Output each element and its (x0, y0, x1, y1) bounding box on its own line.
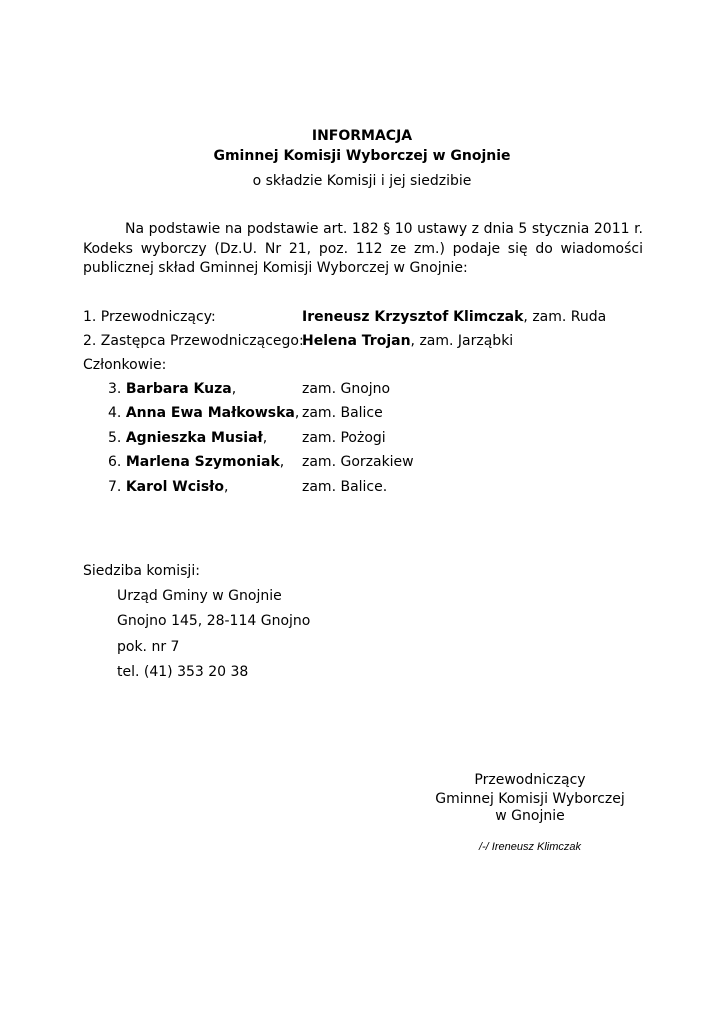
signature: /-/ Ireneusz Klimczak (478, 841, 582, 853)
member-address: zam. Gorzakiew (302, 454, 414, 470)
member-entry (108, 403, 299, 423)
member-suffix: , (279, 454, 285, 470)
member-suffix: , (294, 405, 300, 421)
member-name: Anna Ewa Małkowska (125, 405, 295, 421)
member-suffix: , (224, 479, 229, 495)
member-entry (108, 379, 236, 399)
vice-chair-entry (302, 331, 513, 351)
member-entry (108, 428, 267, 448)
member-number: 6. (108, 454, 126, 470)
members-label: Członkowie: (83, 357, 167, 373)
member-number: 4. (108, 405, 126, 421)
member-suffix: , (262, 430, 268, 446)
member-address: zam. Pożogi (302, 430, 386, 446)
seat-label: Siedziba komisji: (83, 563, 200, 579)
vice-chair-name: Helena Trojan (302, 333, 411, 349)
seat-address: Gnojno 145, 28-114 Gnojno (117, 613, 311, 629)
seat-phone: tel. (41) 353 20 38 (117, 664, 249, 680)
member-suffix: , (231, 381, 237, 397)
intro-paragraph: Na podstawie na podstawie art. 182 § 10 ustawy z dnia 5 stycznia 2011 r. Kodeks wyborczy (Dz.U. Nr 21, poz. 112 ze zm.) podaje się do wiadomości publicznej skład Gminnej Komisji Wyborczej w Gnojnie: (83, 221, 643, 276)
document-subtitle: o składzie Komisji i jej siedzibie (252, 173, 472, 189)
member-address: zam. Balice (302, 405, 383, 421)
member-name: Barbara Kuza (125, 381, 232, 397)
member-entry (108, 477, 228, 497)
member-name: Karol Wcisło (125, 479, 224, 495)
vice-chair-address: , zam. Jarząbki (410, 333, 514, 349)
chair-role: 1. Przewodniczący: (83, 309, 216, 325)
document-title: INFORMACJA (311, 128, 413, 144)
member-number: 5. (108, 430, 126, 446)
member-number: 3. (108, 381, 126, 397)
vice-chair-role: 2. Zastępca Przewodniczącego: (83, 333, 304, 349)
signatory-organization: Gminnej Komisji Wyborczej (435, 791, 625, 807)
member-address: zam. Gnojno (302, 381, 391, 397)
seat-room: pok. nr 7 (117, 639, 180, 655)
chair-name: Ireneusz Krzysztof Klimczak (302, 309, 524, 325)
member-name: Agnieszka Musiał (125, 430, 263, 446)
member-entry (108, 452, 284, 472)
signatory-location: w Gnojnie (495, 808, 565, 824)
member-number: 7. (108, 479, 126, 495)
organization-name: Gminnej Komisji Wyborczej w Gnojnie (213, 148, 511, 164)
seat-office: Urząd Gminy w Gnojnie (117, 588, 282, 604)
chair-entry (302, 307, 606, 327)
member-address: zam. Balice. (302, 479, 388, 495)
signatory-title: Przewodniczący (474, 772, 586, 788)
chair-address: , zam. Ruda (523, 309, 607, 325)
member-name: Marlena Szymoniak (125, 454, 280, 470)
